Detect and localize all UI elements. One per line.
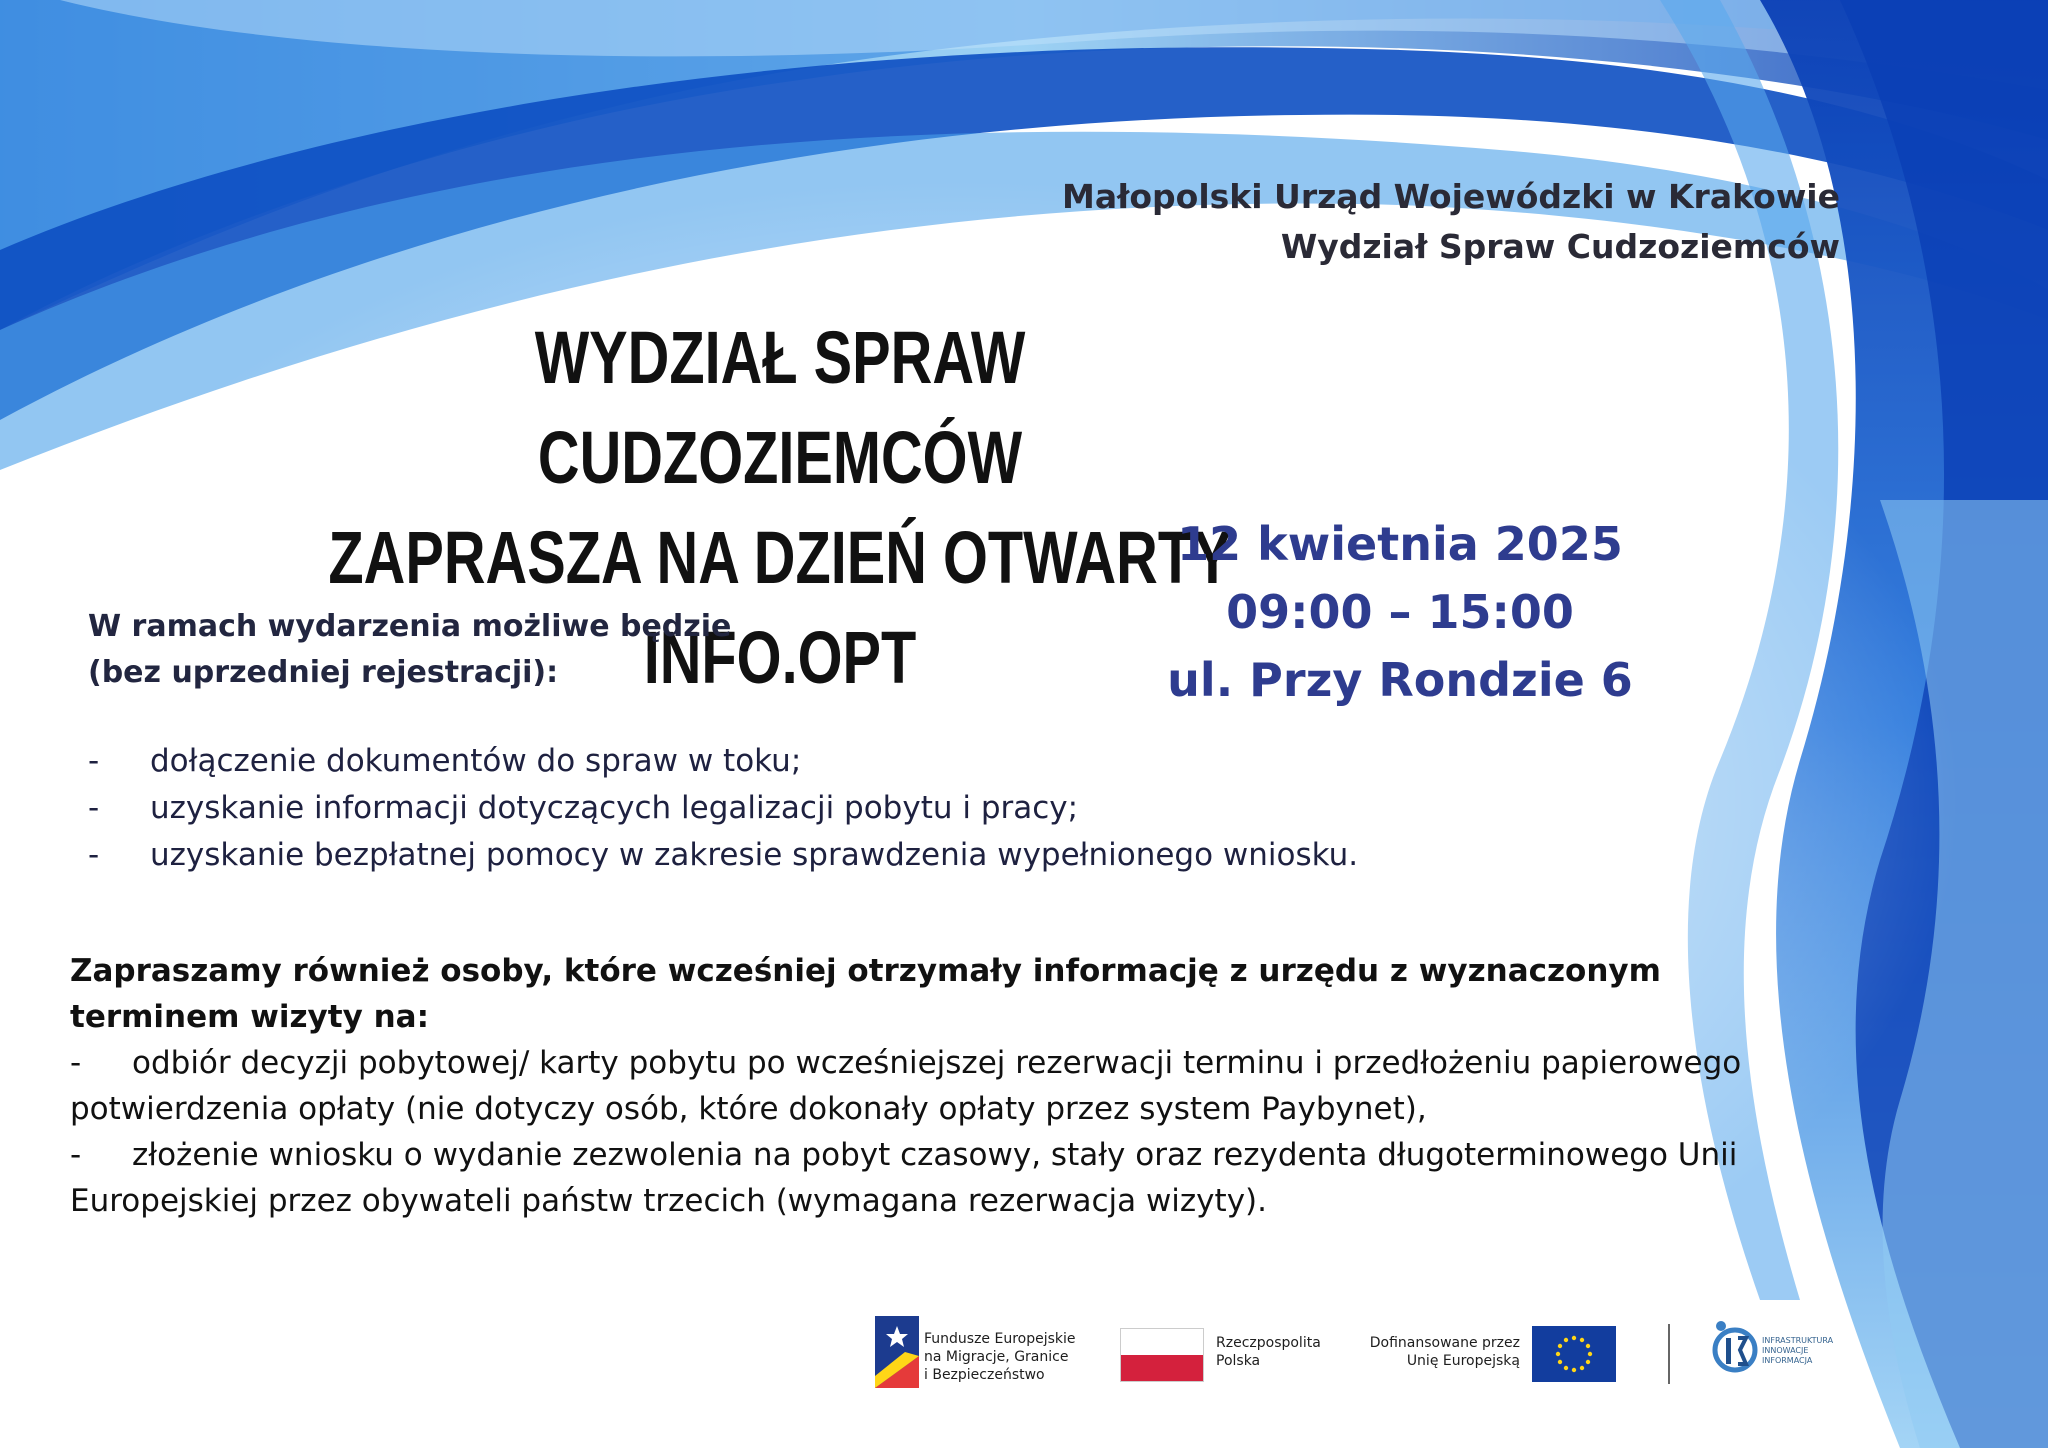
intro-line-2: (bez uprzedniej rejestracji): bbox=[88, 655, 559, 690]
list-item: - uzyskanie informacji dotyczących legalizacji pobytu i pracy; bbox=[88, 785, 1488, 832]
intro-text bbox=[88, 604, 988, 696]
organisation-header bbox=[940, 172, 1840, 272]
bullet-dash: - bbox=[70, 1137, 82, 1173]
fundusze-europejskie-label: Fundusze Europejskie na Migracje, Granice i Bezpieczeństwo bbox=[924, 1331, 1076, 1383]
org-line-2: Wydział Spraw Cudzoziemców bbox=[1280, 227, 1840, 266]
intro-line-1: W ramach wydarzenia możliwe będzie bbox=[88, 609, 732, 644]
headline-line-1: WYDZIAŁ SPRAW CUDZOZIEMCÓW bbox=[534, 316, 1026, 499]
eu-funding-label: Dofinansowane przez Unię Europejską bbox=[1369, 1335, 1520, 1369]
bullet-dash: - bbox=[88, 743, 100, 779]
event-date: 12 kwietnia 2025 bbox=[1177, 517, 1623, 571]
headline-line-2: ZAPRASZA NA DZIEŃ OTWARTY INFO.OPT bbox=[328, 516, 1232, 699]
list-item: - złożenie wniosku o wydanie zezwolenia na pobyt czasowy, stały oraz rezydenta długoterminowego Unii Europejskiej przez obywateli państw trzecich (wymagana rezerwacja wizyty). bbox=[70, 1132, 1800, 1224]
list-item: - dołączenie dokumentów do spraw w toku; bbox=[88, 738, 1488, 785]
event-address: ul. Przy Rondzie 6 bbox=[1167, 653, 1633, 707]
fundusze-europejskie-logo bbox=[875, 1316, 919, 1388]
bullet-dash: - bbox=[88, 837, 100, 873]
appointment-section bbox=[70, 948, 1800, 1224]
polish-flag-icon bbox=[1120, 1328, 1204, 1382]
rzeczpospolita-polska-label: Rzeczpospolita Polska bbox=[1216, 1335, 1321, 1369]
event-details bbox=[1110, 510, 1690, 714]
list-item: - odbiór decyzji pobytowej/ karty pobytu po wcześniejszej rezerwacji terminu i przedłożeniu papierowego potwierdzenia opłaty (nie dotyczy osób, które dokonały opłaty przez system Paybynet), bbox=[70, 1040, 1800, 1132]
list-item: - uzyskanie bezpłatnej pomocy w zakresie sprawdzenia wypełnionego wniosku. bbox=[88, 832, 1488, 879]
appointment-lead: Zapraszamy również osoby, które wcześniej otrzymały informację z urzędu z wyznaczonym terminem wizyty na: bbox=[70, 953, 1661, 1035]
logo-divider bbox=[1668, 1324, 1670, 1384]
funding-logos-bar bbox=[860, 1300, 1880, 1410]
bullet-dash: - bbox=[70, 1045, 82, 1081]
bullet-dash: - bbox=[88, 790, 100, 826]
iii-program-logo bbox=[1712, 1318, 1758, 1378]
services-list bbox=[88, 738, 1488, 879]
event-time: 09:00 – 15:00 bbox=[1226, 585, 1574, 639]
eu-flag-icon bbox=[1532, 1326, 1616, 1382]
org-line-1: Małopolski Urząd Wojewódzki w Krakowie bbox=[1062, 177, 1840, 216]
iii-program-label: INFRASTRUKTURA INNOWACJE INFORMACJA bbox=[1762, 1336, 1834, 1365]
